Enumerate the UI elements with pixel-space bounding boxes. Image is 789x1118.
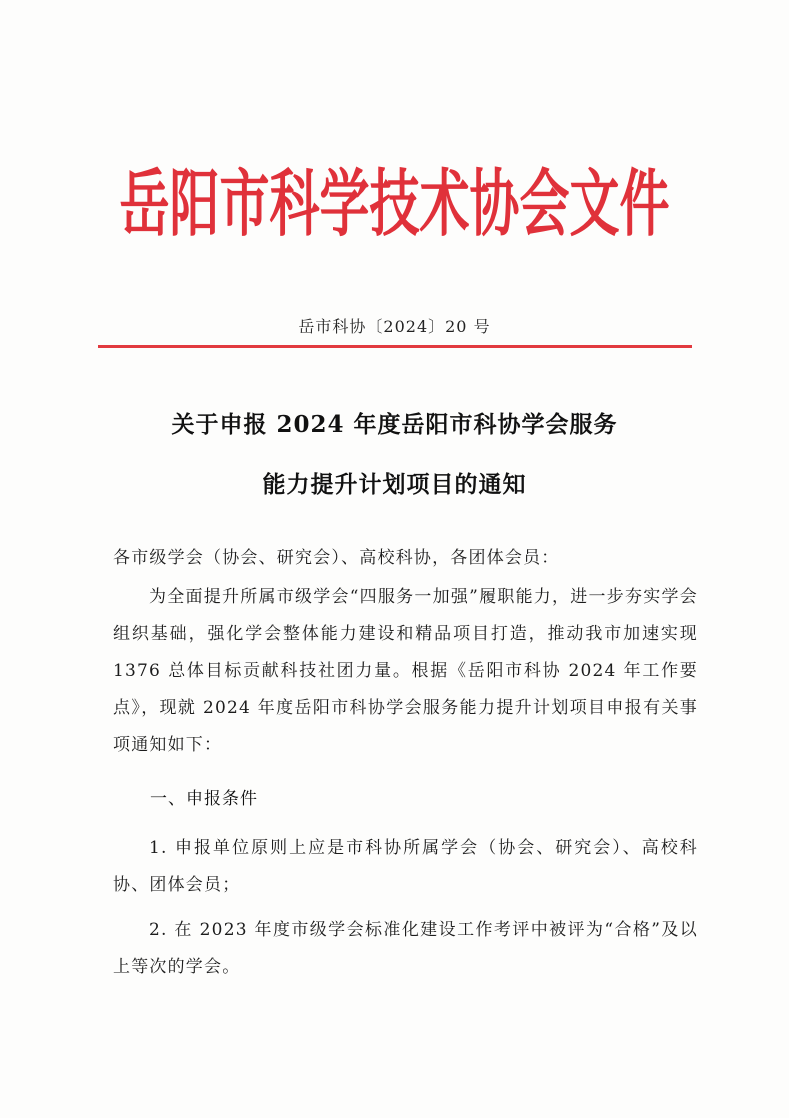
body-paragraph-1: 为全面提升所属市级学会“四服务一加强”履职能力，进一步夯实学会组织基础，强化学会整体能力建设和精品项目打造，推动我市加速实现 1376 总体目标贡献科技社团力量。根据《岳阳市科协 2024 年工作要点》，现就 2024 年度岳阳市科协学会服务能力提升计划项目申报有关事项通知如下： bbox=[113, 587, 698, 755]
condition-item-2: 2. 在 2023 年度市级学会标准化建设工作考评中被评为“合格”及以上等次的学会。 bbox=[113, 920, 698, 977]
notice-title-line-1: 关于申报 2024 年度岳阳市科协学会服务 bbox=[171, 411, 618, 438]
masthead-title: 岳阳市科学技术协会文件 bbox=[119, 162, 670, 247]
salutation: 各市级学会（协会、研究会）、高校科协，各团体会员： bbox=[113, 548, 560, 568]
document-number: 岳市科协〔2024〕20 号 bbox=[298, 317, 491, 336]
red-divider-line bbox=[98, 345, 692, 348]
section-heading-conditions: 一、申报条件 bbox=[150, 789, 258, 809]
condition-item-1: 1. 申报单位原则上应是市科协所属学会（协会、研究会）、高校科协、团体会员； bbox=[113, 838, 698, 895]
notice-title-line-2: 能力提升计划项目的通知 bbox=[262, 471, 527, 498]
